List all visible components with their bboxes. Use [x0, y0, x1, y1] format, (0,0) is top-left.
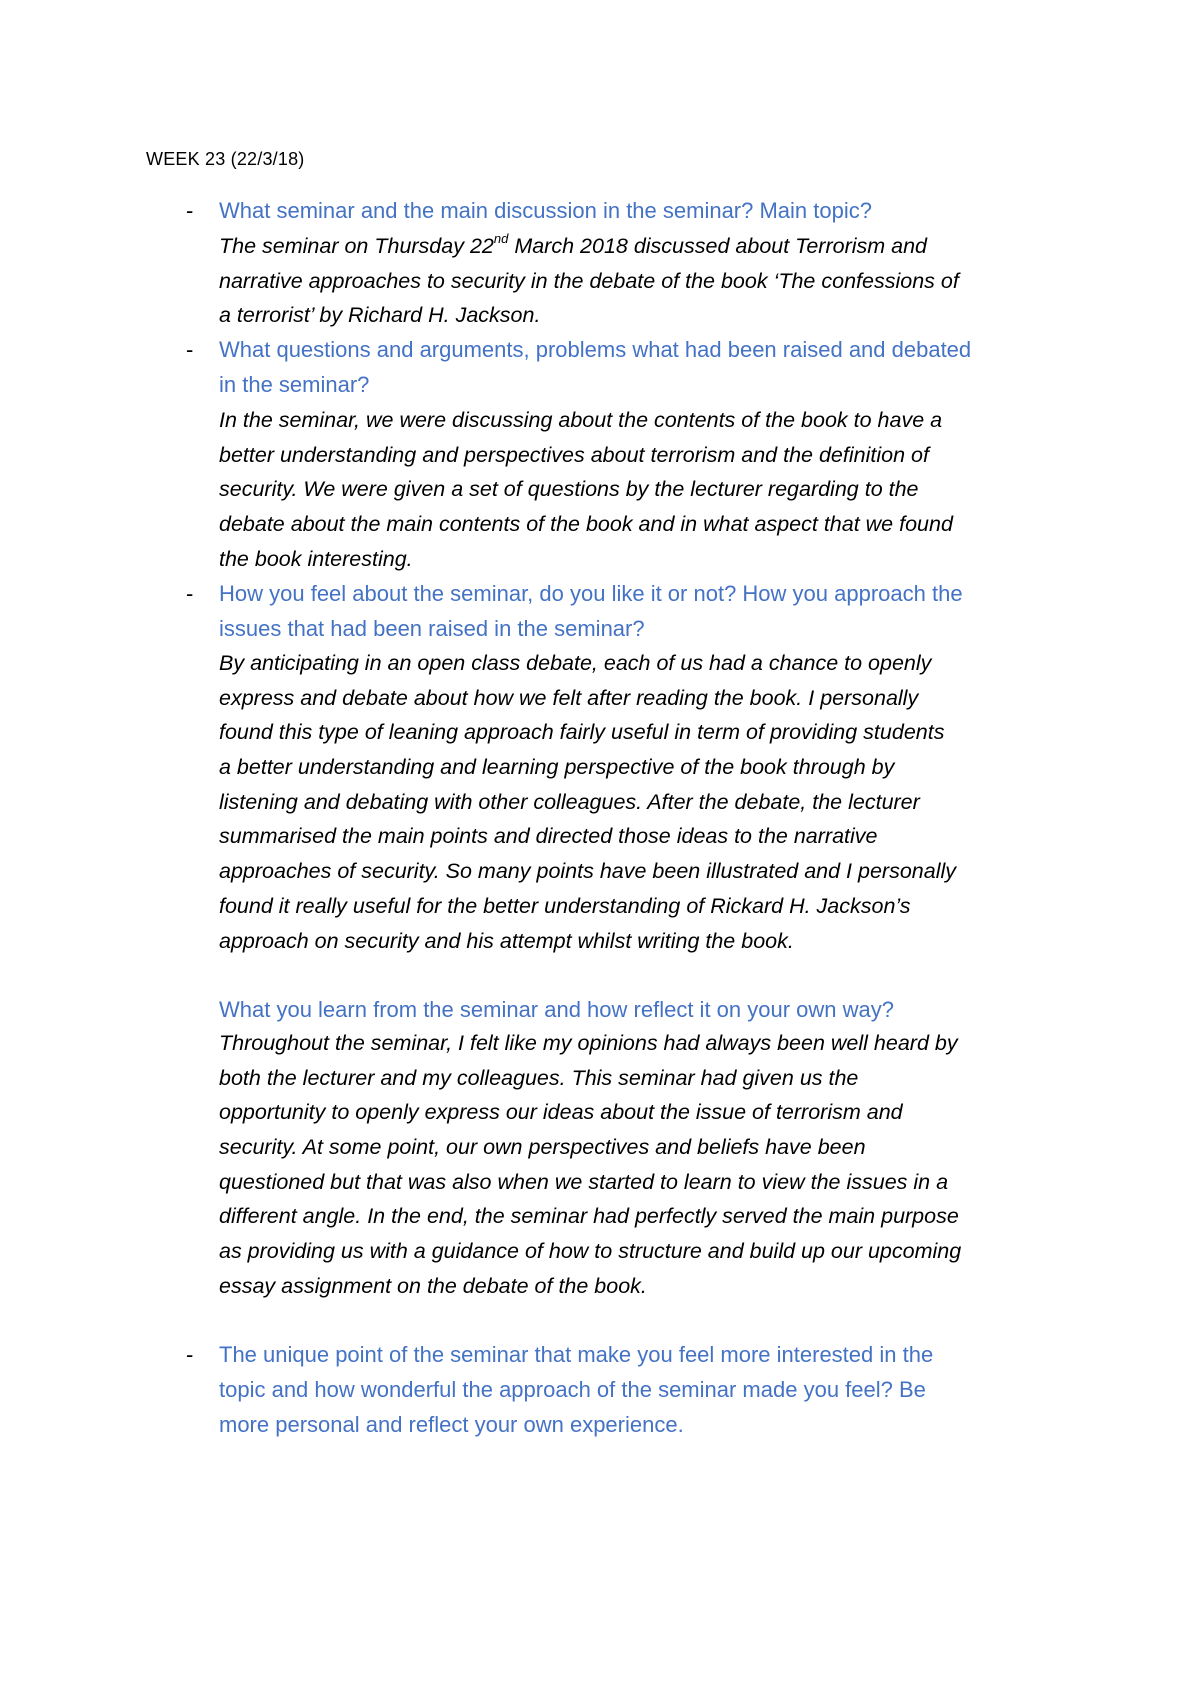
answer-text: The seminar on Thursday 22 — [219, 234, 494, 258]
answer-line: In the seminar, we were discussing about the contents of the book to have a — [219, 408, 943, 432]
week-header: WEEK 23 (22/3/18) — [146, 149, 305, 169]
bullet-dash: - — [186, 1342, 194, 1367]
bullet-dash: - — [186, 337, 194, 362]
answer-line: the book interesting. — [219, 546, 413, 571]
question-line: issues that had been raised in the seminar? — [219, 616, 645, 641]
question-3 — [219, 576, 1059, 646]
answer-2 — [219, 403, 1059, 576]
question-line: What seminar and the main discussion in the seminar? Main topic? — [219, 198, 872, 223]
bullet-dash: - — [186, 581, 194, 606]
answer-line: approaches of security. So many points have been illustrated and I personally — [219, 859, 957, 884]
answer-line: opportunity to openly express our ideas about the issue of terrorism and — [219, 1100, 903, 1125]
answer-line: questioned but that was also when we started to learn to view the issues in a — [219, 1169, 949, 1194]
answer-line: security. At some point, our own perspectives and beliefs have been — [219, 1135, 866, 1160]
answer-1 — [219, 229, 1059, 333]
answer-line: a better understanding and learning perspective of the book through by — [219, 755, 895, 780]
answer-line: summarised the main points and directed those ideas to the narrative — [219, 824, 878, 849]
answer-line: security. We were given a set of questions by the lecturer regarding to the — [219, 477, 919, 502]
answer-line: debate about the main contents of the book and in what aspect that we found — [219, 512, 953, 537]
answer-3 — [219, 646, 1059, 958]
bullet-dash: - — [186, 198, 194, 223]
answer-line: better understanding and perspectives about terrorism and the definition of — [219, 442, 929, 467]
answer-line: essay assignment on the debate of the book. — [219, 1273, 647, 1298]
answer-line: different angle. In the end, the seminar had perfectly served the main purpose — [219, 1204, 959, 1229]
answer-line: a terrorist’ by Richard H. Jackson. — [219, 303, 541, 328]
question-1 — [219, 193, 1059, 228]
question-line: How you feel about the seminar, do you like it or not? How you approach the — [219, 581, 963, 606]
question-line: What you learn from the seminar and how reflect it on your own way? — [219, 997, 894, 1022]
question-5 — [219, 1337, 1059, 1442]
answer-line: listening and debating with other colleagues. After the debate, the lecturer — [219, 789, 920, 814]
question-line: topic and how wonderful the approach of the seminar made you feel? Be — [219, 1377, 926, 1402]
answer-line: approach on security and his attempt whilst writing the book. — [219, 928, 794, 953]
question-2 — [219, 332, 1059, 402]
answer-line: found it really useful for the better understanding of Rickard H. Jackson’s — [219, 893, 911, 918]
answer-line: narrative approaches to security in the debate of the book ‘The confessions of — [219, 268, 959, 293]
answer-4 — [219, 1026, 1059, 1304]
answer-text: March 2018 discussed about Terrorism and — [508, 234, 928, 258]
question-4 — [219, 992, 1059, 1027]
answer-line — [219, 229, 1059, 264]
answer-line: both the lecturer and my colleagues. This seminar had given us the — [219, 1065, 859, 1090]
answer-line: express and debate about how we felt after reading the book. I personally — [219, 685, 919, 710]
answer-line: found this type of leaning approach fairly useful in term of providing students — [219, 720, 945, 745]
question-line: in the seminar? — [219, 372, 370, 397]
answer-line: Throughout the seminar, I felt like my opinions had always been well heard by — [219, 1031, 958, 1055]
question-line: The unique point of the seminar that make you feel more interested in the — [219, 1342, 934, 1367]
answer-line: By anticipating in an open class debate, each of us had a chance to openly — [219, 651, 932, 675]
ordinal-suffix: nd — [493, 230, 509, 246]
answer-line: as providing us with a guidance of how to structure and build up our upcoming — [219, 1239, 962, 1264]
question-line: more personal and reflect your own experience. — [219, 1412, 684, 1437]
question-line: What questions and arguments, problems what had been raised and debated — [219, 337, 972, 362]
